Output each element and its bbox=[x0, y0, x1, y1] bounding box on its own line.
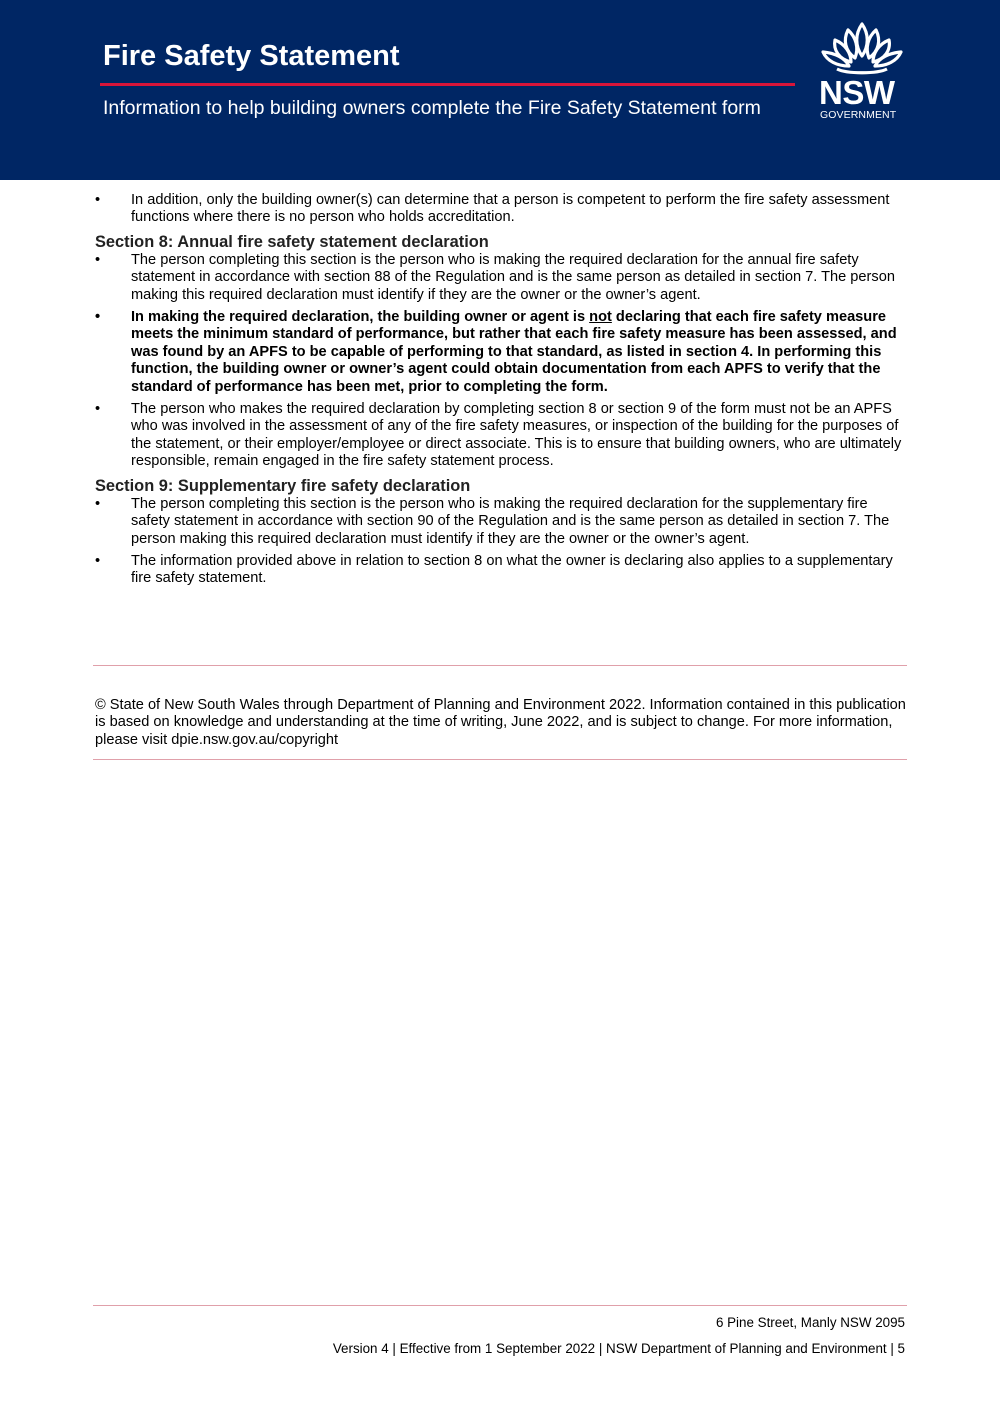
bullet-text: The information provided above in relation to section 8 on what the owner is declaring also applies to a supplementary fire safety statement. bbox=[131, 552, 893, 587]
intro-bullet-list bbox=[95, 192, 907, 227]
bullet-marker: • bbox=[95, 401, 101, 418]
bullet-marker: • bbox=[95, 251, 101, 268]
logo-nsw-text: NSW bbox=[819, 74, 895, 111]
bullet-text-start: In making the required declaration, the building owner or agent is bbox=[131, 309, 590, 326]
bullet-text: The person completing this section is the person who is making the required declaration for the supplementary fire safety statement in accordance with section 90 of the Regulation and is the same person as detailed in section 7. The person making this required declaration must identify if they are the owner or the owner’s agent. bbox=[131, 495, 890, 547]
divider bbox=[93, 665, 907, 666]
bullet-marker: • bbox=[95, 495, 101, 512]
footer-version-line: Version 4 | Effective from 1 September 2022 | NSW Department of Planning and Environment | 5 bbox=[332, 1341, 905, 1356]
footer-address: 6 Pine Street, Manly NSW 2095 bbox=[715, 1315, 905, 1330]
bullet-text: In addition, only the building owner(s) can determine that a person is competent to perform the fire safety assessment functions where there is no person who holds accreditation. bbox=[131, 192, 890, 226]
list-item bbox=[95, 496, 907, 548]
list-item bbox=[95, 192, 907, 227]
bullet-text: The person completing this section is the person who is making the required declaration for the annual fire safety statement in accordance with section 88 of the Regulation and is the same person as detailed in section 7. The person making this required declaration must identify if they are the owner or the owner’s agent. bbox=[131, 251, 895, 303]
page-header bbox=[0, 0, 1000, 180]
bullet-text-underlined: not bbox=[589, 309, 612, 326]
nsw-government-logo bbox=[815, 20, 910, 120]
bullet-marker: • bbox=[95, 192, 101, 208]
main-content bbox=[95, 192, 907, 593]
logo-government-text: GOVERNMENT bbox=[820, 109, 897, 121]
section-9-bullet-list bbox=[95, 496, 907, 588]
page-subtitle: Information to help building owners complete the Fire Safety Statement form bbox=[103, 97, 761, 119]
section-9-heading: Section 9: Supplementary fire safety declaration bbox=[95, 476, 471, 495]
divider bbox=[93, 759, 907, 760]
header-accent-rule bbox=[100, 83, 795, 86]
bullet-text-end: declaring that each fire safety measure meets the minimum standard of performance, but rather that each fire safety measure has been assessed, and was found by an APFS to be capable of performing to that standard, as listed in section 4. In performing this function, the building owner or owner’s agent could obtain documentation from each APFS to verify that the standard of performance has been met, prior to completing the form. bbox=[131, 309, 897, 395]
list-item bbox=[95, 401, 907, 471]
footer-divider bbox=[93, 1305, 907, 1306]
bullet-marker: • bbox=[95, 309, 101, 326]
list-item bbox=[95, 252, 907, 304]
page-title: Fire Safety Statement bbox=[103, 40, 400, 72]
bullet-marker: • bbox=[95, 552, 101, 569]
section-8-heading: Section 8: Annual fire safety statement declaration bbox=[95, 232, 489, 251]
bullet-text: The person who makes the required declaration by completing section 8 or section 9 of the form must not be an APFS who was involved in the assessment of any of the fire safety measures, or inspection of the building for the purposes of the statement, or their employer/employee or direct associate. This is to ensure that building owners, who are ultimately responsible, remain engaged in the fire safety statement process. bbox=[131, 401, 902, 470]
copyright-notice: © State of New South Wales through Department of Planning and Environment 2022. Information contained in this publication is based on knowledge and understanding at the time of writing, June 2022, and is subject to change. For more information, please visit dpie.nsw.gov.au/copyright bbox=[95, 697, 906, 748]
list-item bbox=[95, 553, 907, 588]
waratah-icon bbox=[815, 20, 910, 76]
section-8-bullet-list bbox=[95, 252, 907, 471]
list-item bbox=[95, 309, 907, 396]
